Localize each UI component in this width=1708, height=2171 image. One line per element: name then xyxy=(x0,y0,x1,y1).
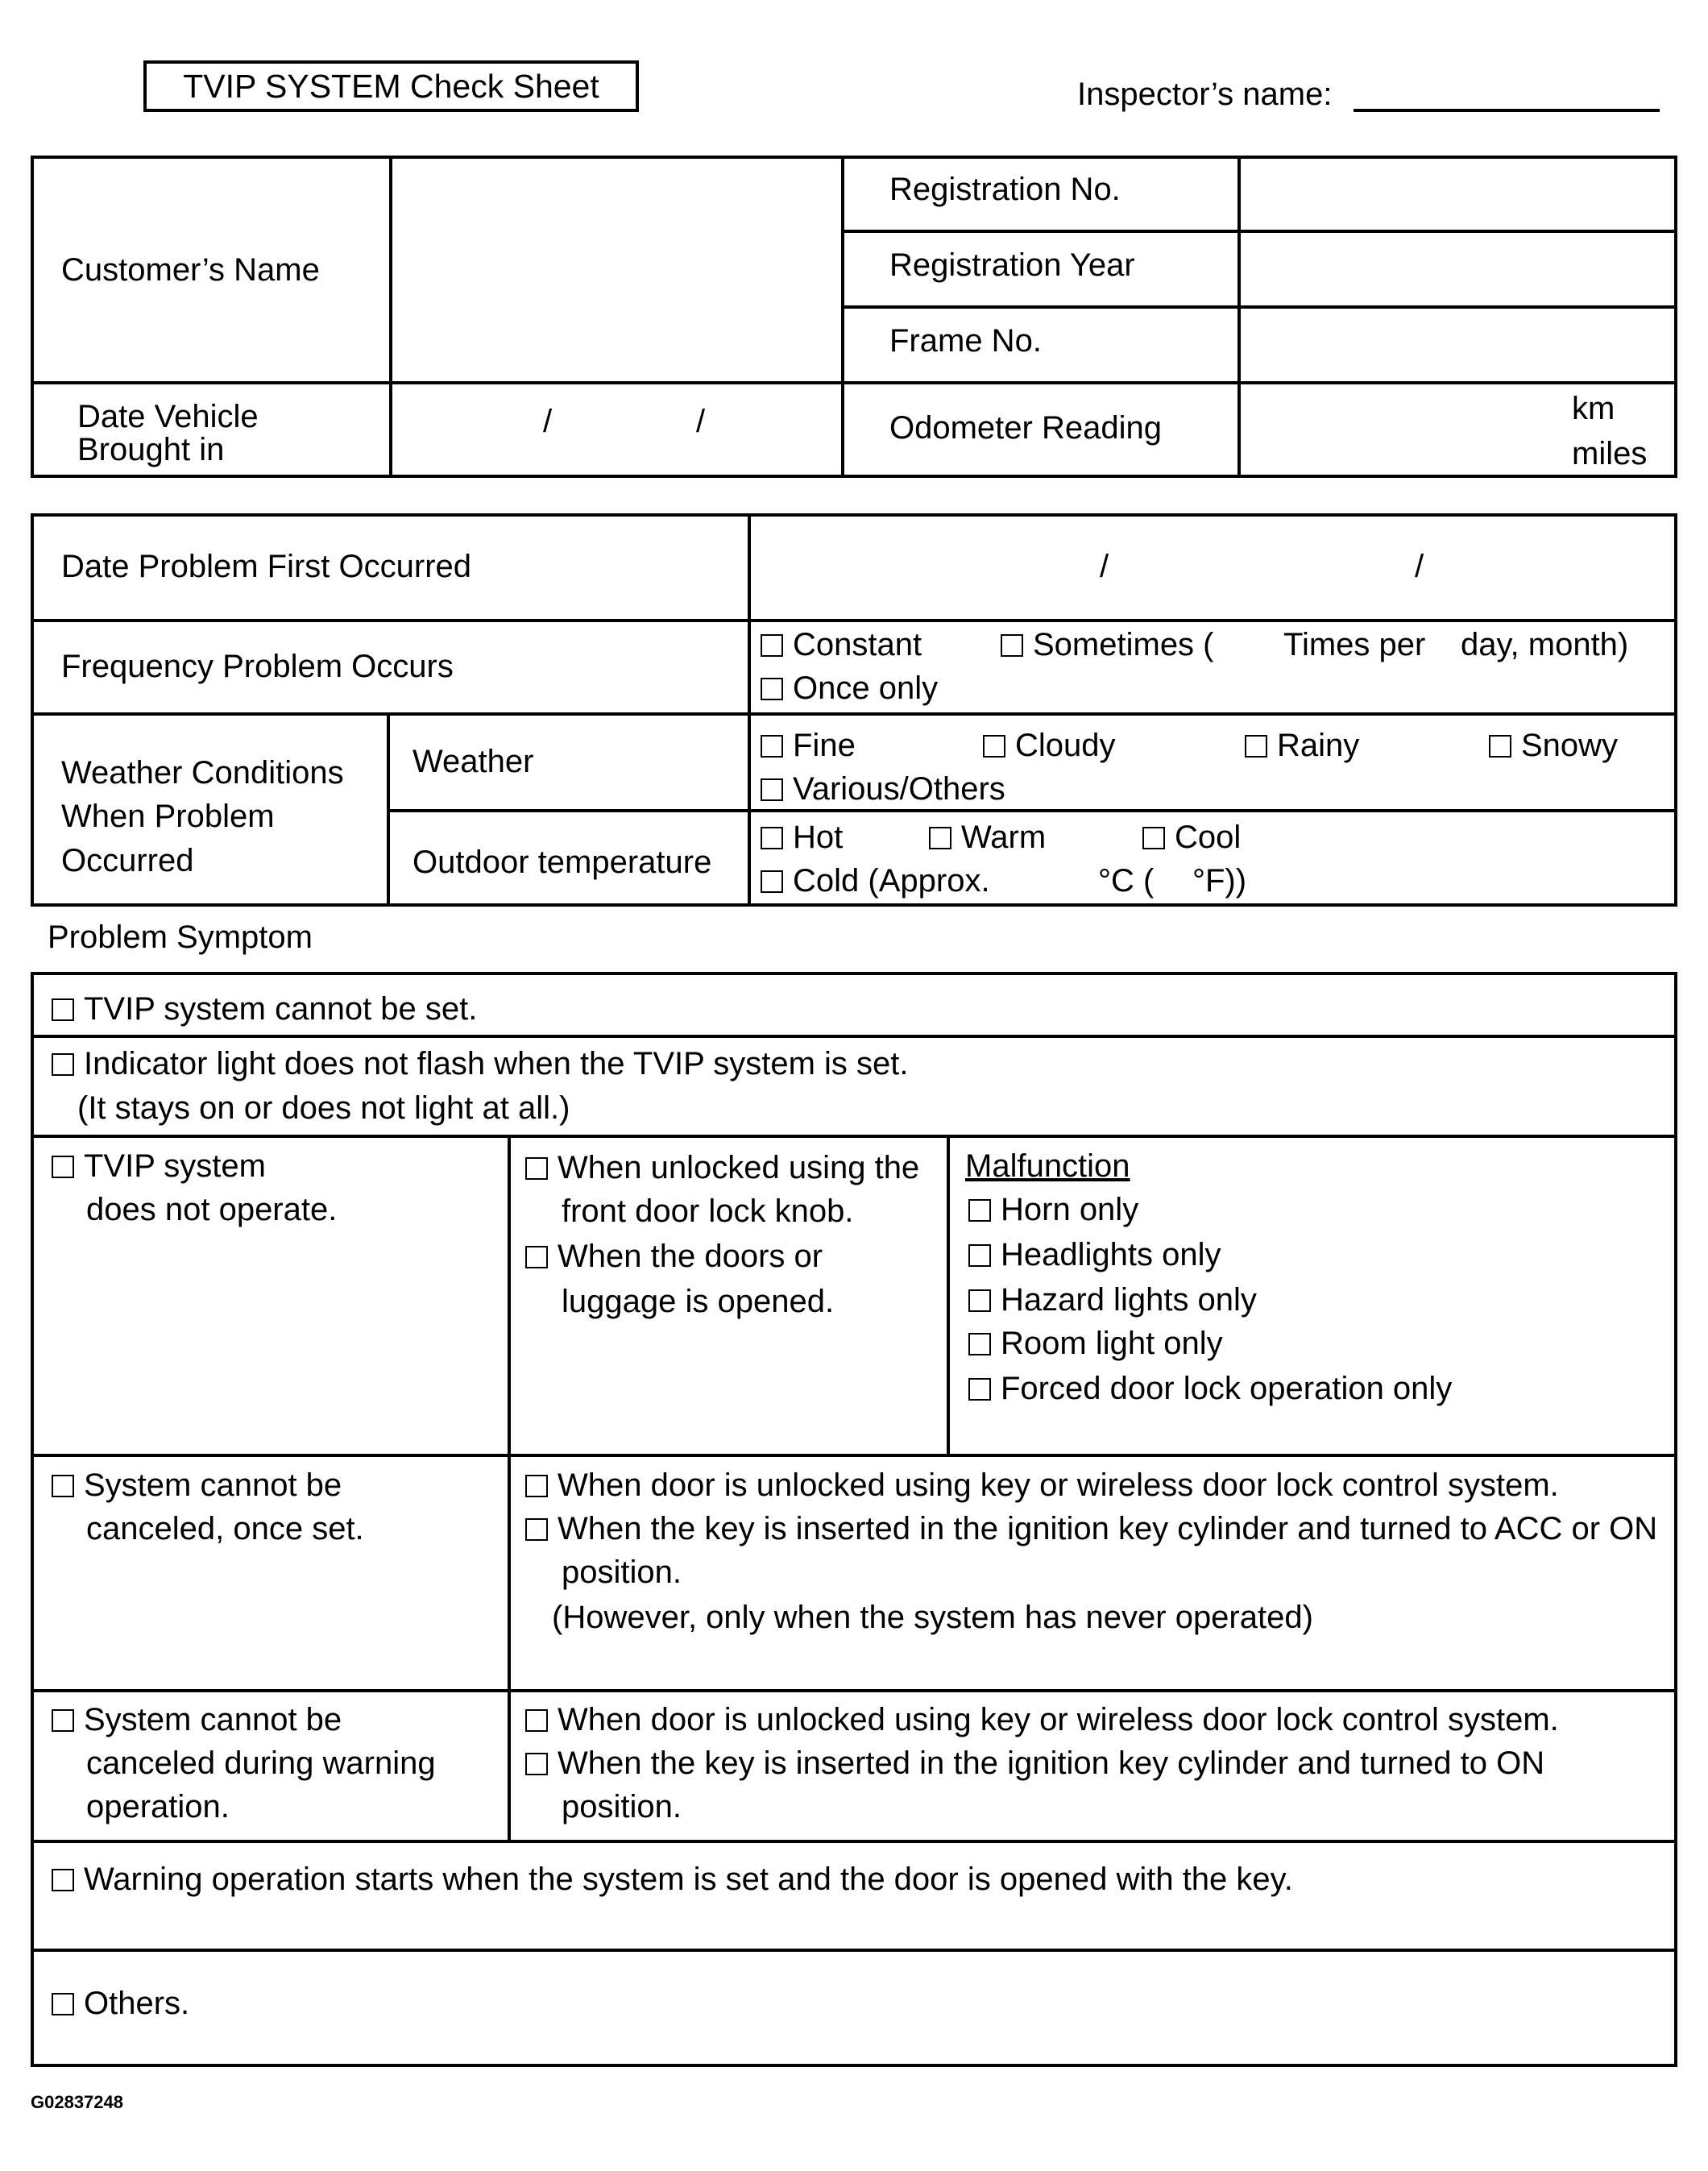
headlights-checkbox[interactable] xyxy=(968,1244,991,1267)
various-checkbox[interactable] xyxy=(761,778,783,801)
figure-id: G02837248 xyxy=(31,2092,123,2112)
hazard-checkbox[interactable] xyxy=(968,1289,991,1312)
warn-door-unlocked-checkbox[interactable] xyxy=(525,1709,548,1732)
date-first-occurred-label: Date Problem First Occurred xyxy=(61,549,472,584)
registration-no-field[interactable] xyxy=(1242,160,1673,228)
weather-conditions-label-1: Weather Conditions xyxy=(61,755,344,791)
outdoor-temp-label: Outdoor temperature xyxy=(412,845,712,880)
date-first-slash-2: / xyxy=(1415,549,1424,584)
symptom-warning-cancel-3: operation. xyxy=(86,1789,230,1824)
option-snowy[interactable]: Snowy xyxy=(1489,729,1618,762)
registration-year-label: Registration Year xyxy=(889,247,1135,283)
weather-conditions-label-2: When Problem xyxy=(61,799,275,834)
frequency-label: Frequency Problem Occurs xyxy=(61,649,454,684)
condition-doors-opened-2: luggage is opened. xyxy=(562,1284,835,1319)
symptom-others[interactable]: Others. xyxy=(52,1987,189,2019)
option-constant[interactable]: Constant xyxy=(761,629,922,661)
indicator-checkbox[interactable] xyxy=(52,1053,74,1076)
date-brought-label-2: Brought in xyxy=(77,432,225,467)
option-hot[interactable]: Hot xyxy=(761,821,843,853)
horn-checkbox[interactable] xyxy=(968,1199,991,1222)
condition-unlocked-knob[interactable]: When unlocked using the xyxy=(525,1152,919,1184)
cloudy-checkbox[interactable] xyxy=(983,735,1005,758)
malfunction-hazard[interactable]: Hazard lights only xyxy=(968,1284,1257,1316)
sometimes-checkbox[interactable] xyxy=(1001,634,1023,657)
symptom-indicator[interactable]: Indicator light does not flash when the TVIP system is set. xyxy=(52,1048,909,1080)
customer-name-field[interactable] xyxy=(395,161,839,380)
cancel-door-unlocked-checkbox[interactable] xyxy=(525,1475,548,1497)
option-rainy[interactable]: Rainy xyxy=(1245,729,1359,762)
condition-unlocked-knob-2: front door lock knob. xyxy=(562,1193,854,1229)
option-cool[interactable]: Cool xyxy=(1142,821,1241,853)
unit-km: km xyxy=(1572,391,1615,426)
malfunction-horn[interactable]: Horn only xyxy=(968,1193,1138,1226)
symptom-cannot-cancel-2: canceled, once set. xyxy=(86,1511,364,1546)
celsius-label: °C ( xyxy=(1098,863,1155,899)
door-lock-checkbox[interactable] xyxy=(968,1378,991,1401)
cancel-condition-door-unlocked[interactable]: When door is unlocked using key or wireless door lock control system. xyxy=(525,1469,1559,1501)
symptom-indicator-note: (It stays on or does not light at all.) xyxy=(77,1090,570,1126)
date-first-slash-1: / xyxy=(1100,549,1109,584)
unlocked-knob-checkbox[interactable] xyxy=(525,1157,548,1180)
cancel-condition-key-inserted-2: position. xyxy=(562,1555,682,1590)
registration-year-field[interactable] xyxy=(1242,235,1673,304)
symptom-cannot-cancel[interactable]: System cannot be xyxy=(52,1469,342,1501)
option-cloudy[interactable]: Cloudy xyxy=(983,729,1116,762)
problem-symptom-heading: Problem Symptom xyxy=(48,919,313,955)
option-once-only[interactable]: Once only xyxy=(761,672,938,704)
warm-checkbox[interactable] xyxy=(929,827,951,849)
times-per-label: Times per xyxy=(1283,627,1426,662)
customer-name-label: Customer’s Name xyxy=(61,252,320,288)
option-various[interactable]: Various/Others xyxy=(761,773,1005,805)
cool-checkbox[interactable] xyxy=(1142,827,1165,849)
cold-checkbox[interactable] xyxy=(761,870,783,893)
others-checkbox[interactable] xyxy=(52,1993,74,2015)
frame-no-label: Frame No. xyxy=(889,323,1042,359)
rainy-checkbox[interactable] xyxy=(1245,735,1267,758)
symptom-warning-cancel[interactable]: System cannot be xyxy=(52,1704,342,1736)
symptom-not-operate[interactable]: TVIP system xyxy=(52,1150,266,1182)
date-brought-slash-2: / xyxy=(696,404,706,439)
malfunction-door-lock[interactable]: Forced door lock operation only xyxy=(968,1372,1452,1405)
symptom-cannot-be-set[interactable]: TVIP system cannot be set. xyxy=(52,993,477,1025)
symptom-not-operate-2: does not operate. xyxy=(86,1192,338,1227)
date-brought-label: Date Vehicle xyxy=(77,399,259,434)
warn-key-inserted-checkbox[interactable] xyxy=(525,1753,548,1775)
warn-condition-door-unlocked[interactable]: When door is unlocked using key or wireless door lock control system. xyxy=(525,1704,1559,1736)
warning-starts-checkbox[interactable] xyxy=(52,1869,74,1891)
option-cold[interactable]: Cold (Approx. xyxy=(761,865,990,897)
cancel-condition-key-inserted[interactable]: When the key is inserted in the ignition key cylinder and turned to ACC or ON xyxy=(525,1513,1657,1545)
room-light-checkbox[interactable] xyxy=(968,1333,991,1355)
malfunction-headlights[interactable]: Headlights only xyxy=(968,1239,1221,1271)
option-fine[interactable]: Fine xyxy=(761,729,856,762)
malfunction-heading: Malfunction xyxy=(965,1148,1130,1184)
option-warm[interactable]: Warm xyxy=(929,821,1046,853)
weather-label: Weather xyxy=(412,744,534,779)
symptom-warning-cancel-2: canceled during warning xyxy=(86,1746,436,1781)
snowy-checkbox[interactable] xyxy=(1489,735,1511,758)
date-brought-field[interactable] xyxy=(395,386,839,473)
constant-checkbox[interactable] xyxy=(761,634,783,657)
date-first-occurred-field[interactable] xyxy=(752,518,1673,617)
warning-cancel-checkbox[interactable] xyxy=(52,1709,74,1732)
fahrenheit-label: °F)) xyxy=(1192,863,1247,899)
frame-no-field[interactable] xyxy=(1242,310,1673,380)
condition-doors-opened[interactable]: When the doors or xyxy=(525,1240,823,1272)
odometer-label: Odometer Reading xyxy=(889,410,1162,446)
warn-condition-key-inserted[interactable]: When the key is inserted in the ignition key cylinder and turned to ON xyxy=(525,1747,1544,1779)
once-only-checkbox[interactable] xyxy=(761,678,783,700)
inspector-name-label: Inspector’s name: xyxy=(1077,77,1333,112)
doors-opened-checkbox[interactable] xyxy=(525,1246,548,1268)
warn-condition-key-inserted-2: position. xyxy=(562,1789,682,1824)
cannot-cancel-checkbox[interactable] xyxy=(52,1475,74,1497)
malfunction-room-light[interactable]: Room light only xyxy=(968,1327,1223,1359)
cancel-key-inserted-checkbox[interactable] xyxy=(525,1518,548,1541)
weather-conditions-label-3: Occurred xyxy=(61,843,194,878)
option-sometimes[interactable]: Sometimes ( xyxy=(1001,629,1214,661)
fine-checkbox[interactable] xyxy=(761,735,783,758)
date-brought-slash-1: / xyxy=(543,404,553,439)
hot-checkbox[interactable] xyxy=(761,827,783,849)
cancel-condition-note: (However, only when the system has never operated) xyxy=(552,1600,1313,1635)
unit-miles: miles xyxy=(1572,436,1648,471)
day-month-label: day, month) xyxy=(1461,627,1629,662)
sheet-title: TVIP SYSTEM Check Sheet xyxy=(143,60,639,112)
cannot-be-set-checkbox[interactable] xyxy=(52,998,74,1021)
not-operate-checkbox[interactable] xyxy=(52,1156,74,1178)
symptom-warning-starts[interactable]: Warning operation starts when the system is set and the door is opened with the key. xyxy=(52,1863,1293,1895)
registration-no-label: Registration No. xyxy=(889,172,1121,207)
